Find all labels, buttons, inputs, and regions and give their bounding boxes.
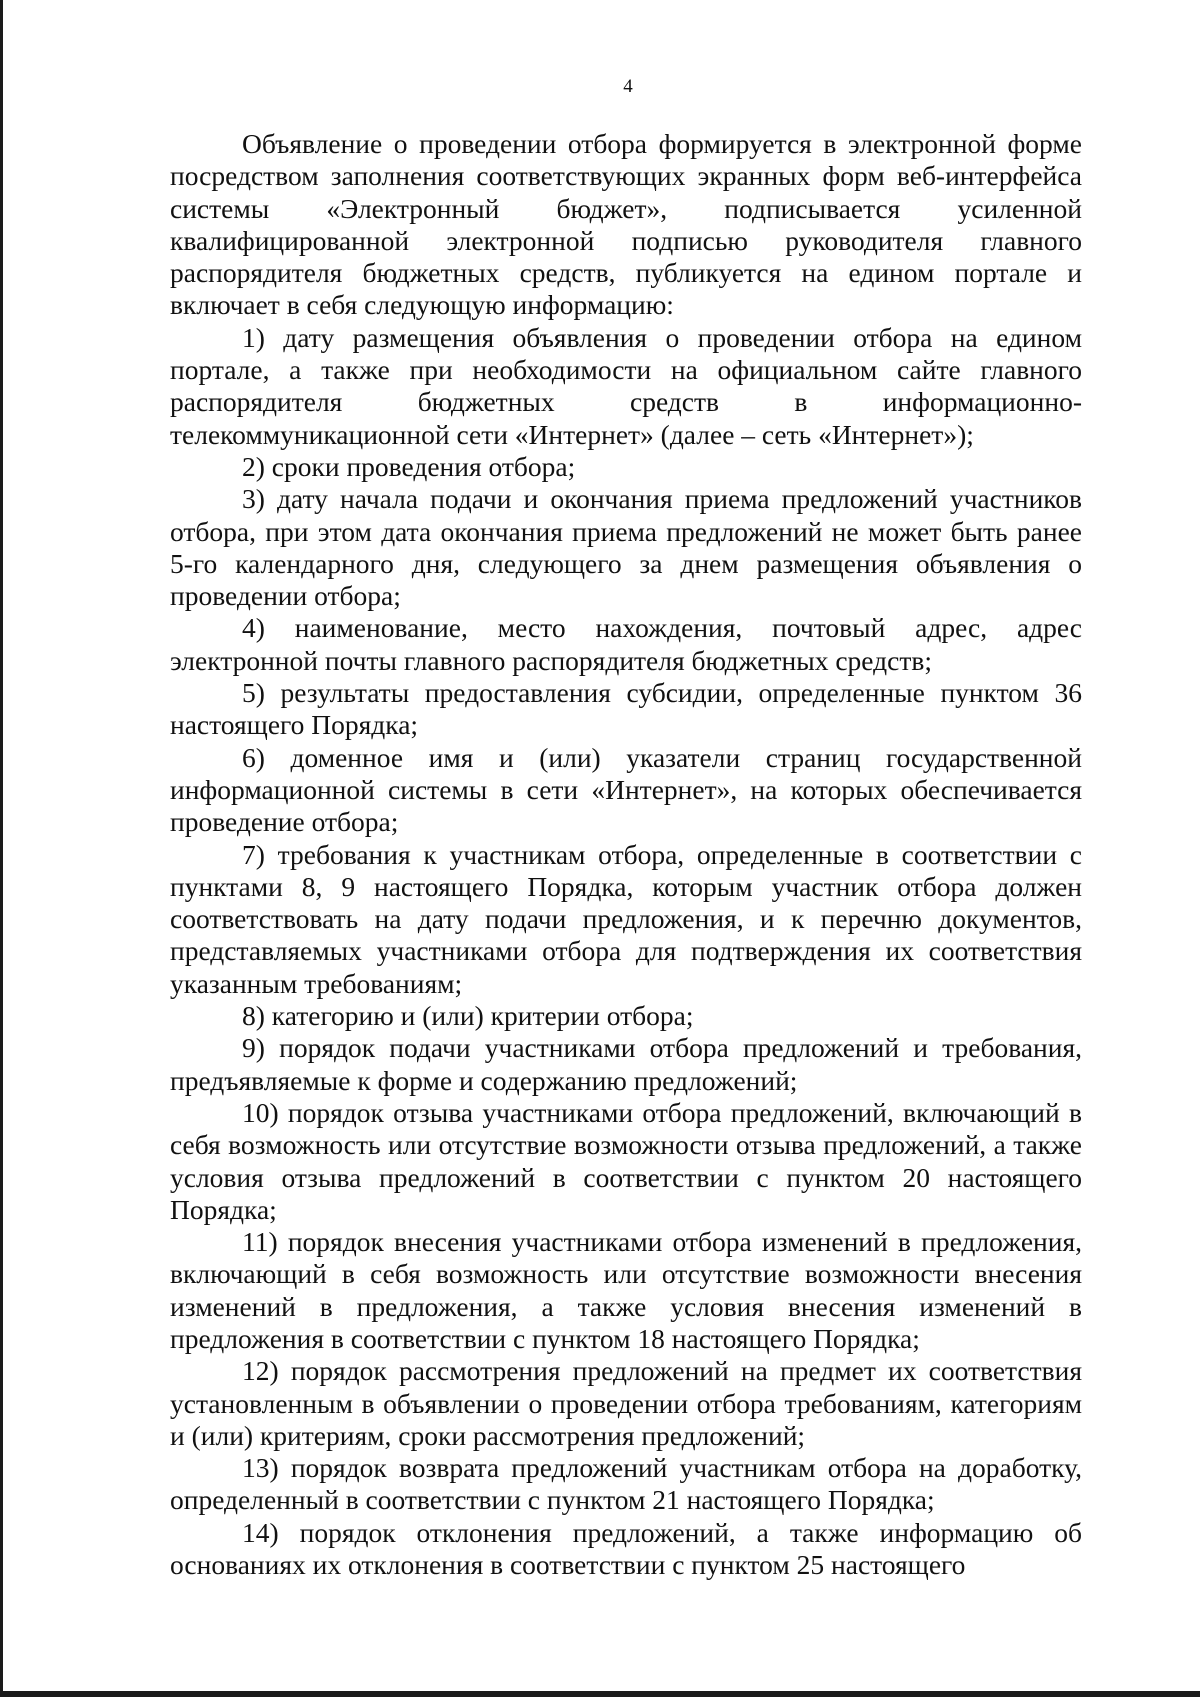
paragraph-item-5: 5) результаты предоставления субсидии, определенные пунктом 36 настоящего Порядка;: [170, 677, 1082, 741]
scan-edge-left: [0, 0, 3, 1697]
paragraph-item-1: 1) дату размещения объявления о проведении отбора на едином портале, а также при необходимости на официальном сайте главного распорядителя бюджетных средств в информационно-телекоммуникационной сети «Интернет» (далее – сеть «Интернет»);: [170, 321, 1082, 450]
paragraph-item-13: 13) порядок возврата предложений участникам отбора на доработку, определенный в соответствии с пунктом 21 настоящего Порядка;: [170, 1452, 1082, 1516]
paragraph-item-10: 10) порядок отзыва участниками отбора предложений, включающий в себя возможность или отсутствие возможности отзыва предложений, а также условия отзыва предложений в соответствии с пунктом 20 настоящего Порядка;: [170, 1096, 1082, 1225]
paragraph-item-7: 7) требования к участникам отбора, определенные в соответствии с пунктами 8, 9 настоящего Порядка, которым участник отбора должен соответствовать на дату подачи предложения, и к перечню документов, представляемых участниками отбора для подтверждения их соответствия указанным требованиям;: [170, 838, 1082, 999]
scan-edge-bottom: [0, 1691, 1200, 1697]
page-number: 4: [623, 76, 633, 97]
document-body: [170, 128, 1082, 1581]
paragraph-item-6: 6) доменное имя и (или) указатели страниц государственной информационной системы в сети «Интернет», на которых обеспечивается проведение отбора;: [170, 741, 1082, 838]
paragraph-item-14: 14) порядок отклонения предложений, а также информацию об основаниях их отклонения в соответствии с пунктом 25 настоящего: [170, 1516, 1082, 1581]
paragraph-item-8: 8) категорию и (или) критерии отбора;: [242, 1000, 694, 1032]
paragraph-item-2: 2) сроки проведения отбора;: [242, 450, 576, 482]
paragraph-item-11: 11) порядок внесения участниками отбора изменений в предложения, включающий в себя возможность или отсутствие возможности внесения изменений в предложения, а также условия внесения изменений в предложения в соответствии с пунктом 18 настоящего Порядка;: [170, 1226, 1082, 1354]
paragraph-item-3: 3) дату начала подачи и окончания приема предложений участников отбора, при этом дата окончания приема предложений не может быть ранее 5-го календарного дня, следующего за днем размещения объявления о проведении отбора;: [170, 483, 1082, 612]
paragraph-item-12: 12) порядок рассмотрения предложений на предмет их соответствия установленным в объявлении о проведении отбора требованиям, категориям и (или) критериям, сроки рассмотрения предложений;: [170, 1355, 1082, 1451]
paragraph-item-4: 4) наименование, место нахождения, почтовый адрес, адрес электронной почты главного распорядителя бюджетных средств;: [170, 612, 1082, 676]
paragraph-item-9: 9) порядок подачи участниками отбора предложений и требования, предъявляемые к форме и содержанию предложений;: [170, 1032, 1082, 1096]
paragraph-intro: Объявление о проведении отбора формируется в электронной форме посредством заполнения соответствующих экранных форм веб-интерфейса системы «Электронный бюджет», подписывается усиленной квалифицированной электронной подписью руководителя главного распорядителя бюджетных средств, публикуется на едином портале и включает в себя следующую информацию:: [170, 128, 1082, 321]
